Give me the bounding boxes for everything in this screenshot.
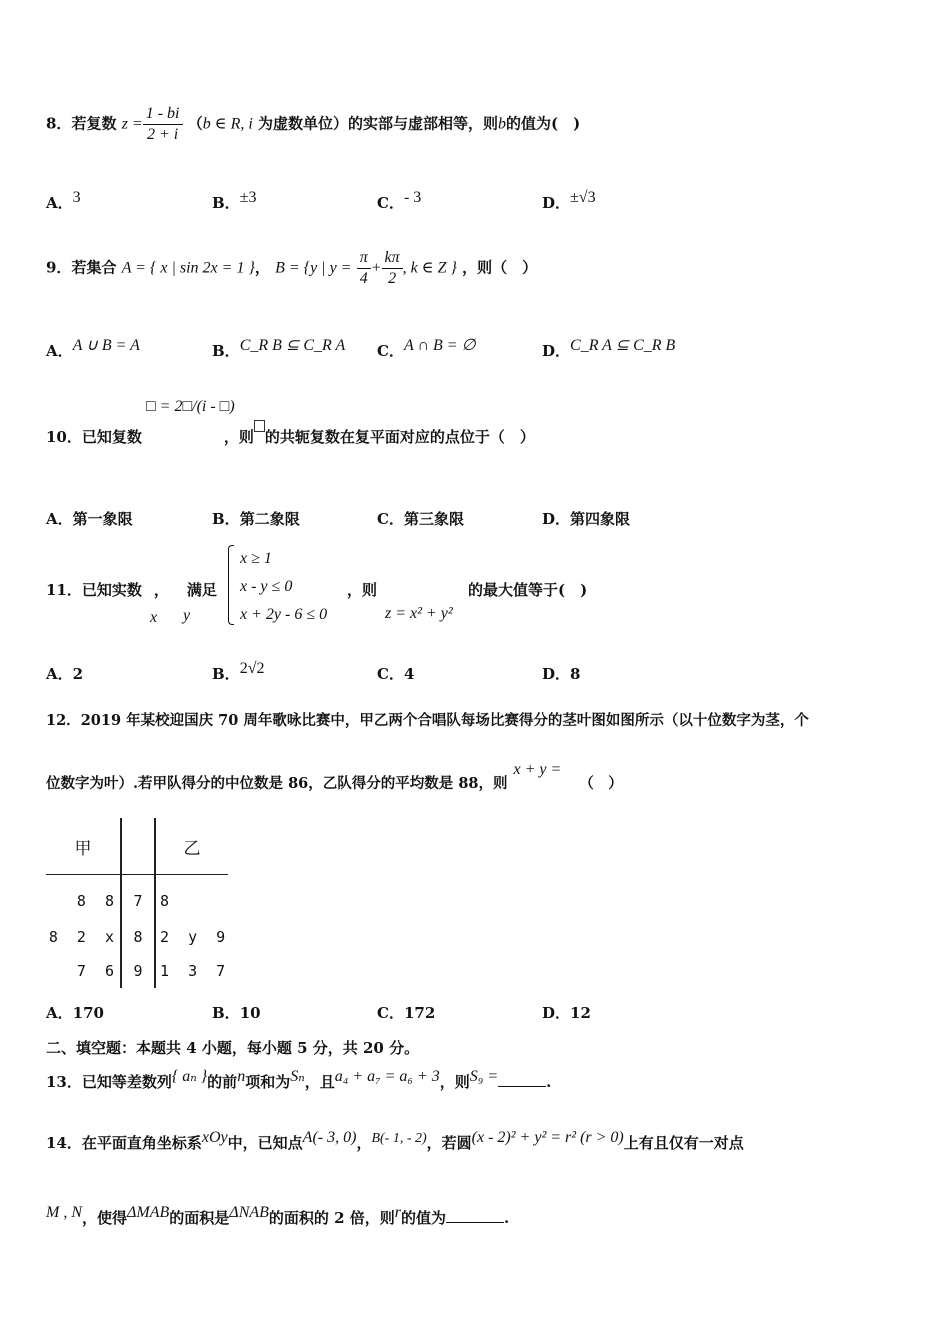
comma: ，	[254, 258, 270, 277]
question-10-formula	[146, 398, 235, 416]
q12-option-c[interactable]	[377, 1002, 435, 1023]
question-12-text-2: 位数字为叶）.若甲队得分的中位数是 86，乙队得分的平均数是 88，则	[46, 775, 508, 792]
question-8-cond-text: 为虚数单位）的实部与虚部相等，则	[252, 114, 499, 133]
option-value: C_R B ⊆ C_R A	[239, 337, 346, 354]
set-a-expression: A = { x | sin 2x = 1 }	[121, 259, 255, 277]
option-value: ±√3	[570, 189, 596, 206]
triangle-nab: ΔNAB	[229, 1204, 269, 1221]
text: 的面积是	[169, 1209, 230, 1227]
question-14	[46, 1129, 744, 1153]
question-10-suffix: 的共轭复数在复平面对应的点位于（ ）	[264, 428, 535, 446]
leaf: 7	[76, 962, 86, 980]
q10-option-a[interactable]	[46, 508, 133, 529]
leaf: 1	[160, 962, 170, 980]
text: 的前	[207, 1073, 238, 1091]
q12-option-d[interactable]	[542, 1002, 591, 1023]
q8-option-b[interactable]	[212, 189, 257, 213]
q10-option-b[interactable]	[212, 508, 300, 529]
option-value: 12	[570, 1004, 591, 1022]
option-label: D．	[542, 510, 571, 528]
option-label: C．	[377, 194, 404, 212]
leaf: 2	[160, 928, 170, 946]
option-label: C．	[377, 342, 404, 360]
q11-option-c[interactable]	[377, 663, 414, 684]
left-header: 甲	[46, 818, 121, 875]
q12-option-a[interactable]	[46, 1002, 104, 1023]
q8-option-a[interactable]	[46, 189, 81, 213]
missing-glyph-icon	[254, 420, 265, 432]
coordinate-system: xOy	[201, 1129, 228, 1146]
constraint-row: x ≥ 1	[240, 550, 272, 567]
option-label: A．	[46, 510, 73, 528]
option-label: D．	[542, 194, 571, 212]
left-leaves-row-1	[46, 875, 121, 921]
leaf: 9	[216, 928, 226, 946]
stem-7: 7	[121, 875, 155, 921]
option-value: 8	[570, 665, 581, 683]
option-label: A．	[46, 665, 73, 683]
option-value: 第四象限	[570, 510, 631, 528]
question-12-number: 12．	[46, 712, 81, 729]
left-leaves-row-3	[46, 954, 121, 988]
option-value: C_R A ⊆ C_R B	[570, 337, 676, 354]
var-n: n	[237, 1068, 246, 1085]
q8-option-c[interactable]	[377, 189, 422, 213]
text: ，且	[304, 1073, 335, 1091]
option-value: A ∩ B = ∅	[403, 337, 476, 354]
question-8-suffix: 的值为( )	[506, 114, 581, 133]
option-value: 10	[239, 1004, 261, 1022]
right-leaves-row-3	[155, 954, 228, 988]
option-label: C．	[377, 510, 404, 528]
left-brace-icon	[228, 545, 234, 625]
question-11-suffix: 的最大值等于( )	[468, 581, 588, 599]
question-8	[46, 104, 580, 145]
question-12-suffix: （ ）	[579, 775, 623, 792]
option-value: A ∪ B = A	[72, 337, 140, 354]
q12-option-b[interactable]	[212, 1002, 261, 1023]
leaf: 8	[76, 892, 86, 910]
question-14-number: 14．	[46, 1134, 82, 1152]
question-10	[46, 426, 535, 447]
question-8-prefix: 若复数	[71, 114, 117, 133]
q11-option-a[interactable]	[46, 663, 83, 684]
stem-9: 9	[121, 954, 155, 988]
point-a: A(- 3, 0)	[302, 1129, 357, 1146]
point-b: B(- 1, - 2)	[371, 1131, 427, 1146]
set-b-y: y | y =	[310, 259, 352, 277]
option-label: D．	[542, 342, 571, 360]
option-label: B．	[212, 665, 240, 683]
fraction-denominator: 2 + i	[146, 126, 179, 143]
question-8-number: 8．	[46, 114, 72, 133]
option-label: D．	[542, 665, 571, 683]
comma: ，	[356, 1134, 372, 1152]
question-11-mid: 满足	[186, 581, 217, 599]
fraction-numerator: π	[357, 248, 371, 269]
question-14-prefix: 在平面直角坐标系	[81, 1134, 202, 1152]
left-leaves-row-2	[46, 920, 121, 954]
fraction-denominator: 4	[359, 270, 368, 287]
question-8-cond-open: （	[187, 114, 203, 133]
option-value: - 3	[403, 189, 422, 206]
leaf: 6	[104, 962, 114, 980]
option-label: B．	[212, 510, 240, 528]
question-9-prefix: 若集合	[71, 258, 117, 277]
leaf: 7	[216, 962, 226, 980]
question-8-var-b: b	[498, 115, 507, 133]
question-12-line2	[46, 761, 623, 793]
set-b-open: B = {	[275, 259, 311, 277]
option-label: A．	[46, 342, 73, 360]
fraction-numerator: 1 - bi	[143, 104, 183, 125]
x-plus-y-expression: x + y =	[513, 761, 562, 778]
option-value: 170	[72, 1004, 104, 1022]
stem-leaf-plot	[46, 818, 228, 988]
right-leaves-row-1	[155, 875, 228, 921]
question-12-text: 2019 年某校迎国庆 70 周年歌咏比赛中，甲乙两个合唱队每场比赛得分的茎叶图如图所示（以十位数字为茎，个	[80, 712, 809, 729]
question-9	[46, 248, 537, 289]
q9-option-b[interactable]	[212, 337, 346, 361]
question-10-mid: ，则	[223, 428, 254, 446]
option-value: 第二象限	[239, 510, 300, 528]
var-r: r	[394, 1204, 402, 1221]
sequence-expression: { aₙ }	[171, 1068, 208, 1085]
option-label: B．	[212, 1004, 240, 1022]
variable-y: y	[183, 607, 191, 624]
right-header: 乙	[155, 818, 228, 875]
period: .	[546, 1073, 552, 1091]
plus-sign: +	[370, 259, 382, 277]
leaf: 2	[76, 928, 86, 946]
separator: ，	[153, 581, 169, 599]
question-10-number: 10．	[46, 428, 82, 446]
fraction-numerator: kπ	[382, 248, 403, 269]
sequence-condition: a₄ + a₇ = a₆ + 3	[334, 1068, 440, 1085]
pi-over-4	[357, 248, 371, 289]
leaf: 8	[104, 892, 114, 910]
q8-option-d[interactable]	[542, 189, 596, 213]
leaf: x	[104, 928, 114, 946]
leaf: 8	[48, 928, 58, 946]
question-13	[46, 1068, 552, 1092]
leaf: 8	[160, 892, 170, 910]
question-11-number: 11．	[46, 581, 82, 599]
option-value: 2	[72, 665, 84, 683]
q11-option-b[interactable]	[212, 660, 265, 684]
question-8-cond-math: b ∈ R, i	[202, 115, 253, 133]
stem-8: 8	[121, 920, 155, 954]
question-14-line2	[46, 1204, 510, 1228]
question-10-prefix: 已知复数	[81, 428, 142, 446]
fraction-denominator: 2	[388, 270, 397, 287]
points-mn: M , N	[46, 1204, 82, 1221]
text: 上有且仅有一对点	[623, 1134, 744, 1152]
question-11	[46, 579, 217, 600]
leaf: 3	[188, 962, 198, 980]
option-label: B．	[212, 342, 240, 360]
text: ，则	[439, 1073, 470, 1091]
var-sn: Sₙ	[290, 1068, 305, 1085]
variable-x: x	[150, 609, 158, 626]
set-b-tail: , k ∈ Z }	[402, 259, 457, 277]
answer-blank[interactable]	[498, 1072, 546, 1087]
s9-expression: S₉ =	[469, 1068, 499, 1085]
answer-blank[interactable]	[446, 1208, 504, 1223]
question-13-prefix: 已知等差数列	[81, 1073, 172, 1091]
period: .	[504, 1209, 510, 1227]
question-11-prefix: 已知实数	[81, 581, 142, 599]
text: ，使得	[82, 1209, 128, 1227]
constraint-system	[236, 545, 327, 629]
question-9-number: 9．	[46, 258, 72, 277]
option-value: ±3	[239, 189, 257, 206]
option-label: B．	[212, 194, 240, 212]
option-label: D．	[542, 1004, 571, 1022]
broken-formula-image: □ = 2□/(i - □)	[146, 398, 235, 415]
option-label: C．	[377, 665, 404, 683]
option-value: 3	[72, 189, 81, 206]
text: 的面积的 2 倍，则	[268, 1209, 395, 1227]
section-heading: 二、填空题：本题共 4 小题，每小题 5 分，共 20 分。	[46, 1039, 420, 1057]
q9-option-a[interactable]	[46, 337, 140, 361]
option-label: C．	[377, 1004, 404, 1022]
option-value: 2√2	[239, 660, 265, 677]
option-value: 第一象限	[72, 510, 133, 528]
text: ，若圆	[426, 1134, 472, 1152]
question-11-then: ，则	[347, 581, 378, 599]
question-9-suffix: ，则（ ）	[462, 258, 538, 277]
kpi-over-2	[382, 248, 403, 289]
constraint-row: x + 2y - 6 ≤ 0	[240, 606, 328, 623]
stem-header	[121, 818, 155, 875]
question-13-number: 13．	[46, 1073, 82, 1091]
q10-option-c[interactable]	[377, 508, 464, 529]
option-label: A．	[46, 194, 73, 212]
q11-option-d[interactable]	[542, 663, 580, 684]
constraint-row: x - y ≤ 0	[240, 578, 293, 595]
option-label: A．	[46, 1004, 73, 1022]
text: 的值为	[401, 1209, 447, 1227]
z-expression: z = x² + y²	[385, 605, 453, 622]
right-leaves-row-2	[155, 920, 228, 954]
question-12-line1	[46, 709, 809, 730]
question-8-lhs: z =	[121, 115, 143, 133]
circle-equation: (x - 2)² + y² = r² (r > 0)	[471, 1129, 624, 1146]
text: 项和为	[245, 1073, 291, 1091]
option-value: 第三象限	[403, 510, 464, 528]
option-value: 4	[403, 665, 415, 683]
q9-option-c[interactable]	[377, 337, 476, 361]
q9-option-d[interactable]	[542, 337, 676, 361]
triangle-mab: ΔMAB	[127, 1204, 170, 1221]
text: 中，已知点	[227, 1134, 303, 1152]
option-value: 172	[403, 1004, 436, 1022]
question-8-fraction	[143, 104, 183, 145]
leaf: y	[188, 928, 198, 946]
q10-option-d[interactable]	[542, 508, 630, 529]
